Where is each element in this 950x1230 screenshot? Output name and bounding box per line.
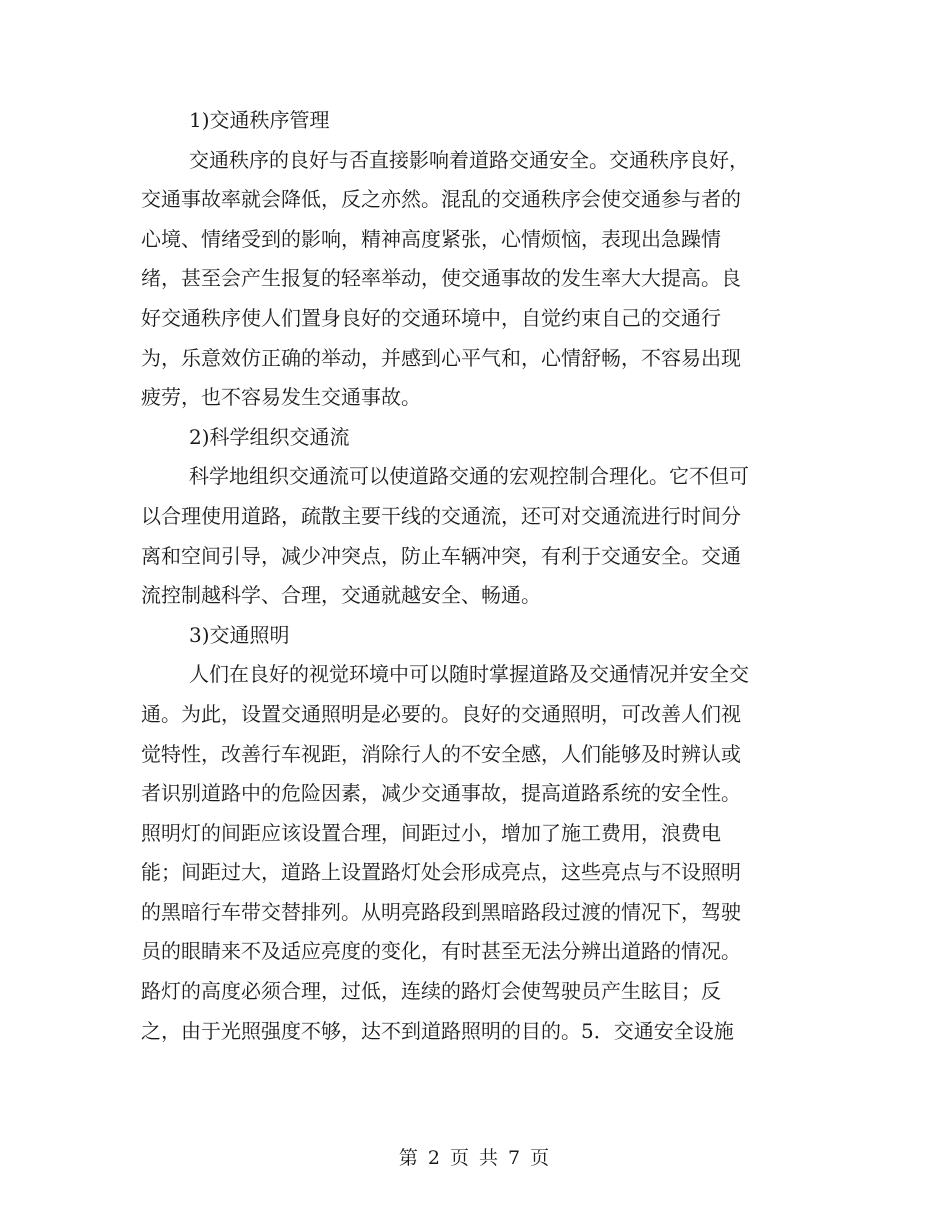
paragraph-line: 者识别道路中的危险因素，减少交通事故，提高道路系统的安全性。 — [141, 781, 741, 806]
paragraph-line: 路灯的高度必须合理，过低，连续的路灯会使驾驶员产生眩目；反 — [141, 979, 721, 1004]
paragraph-line: 流控制越科学、合理，交通就越安全、畅通。 — [141, 583, 541, 608]
paragraph-line: 心境、情绪受到的影响，精神高度紧张，心情烦恼，表现出急躁情 — [141, 226, 721, 251]
paragraph-line: 绪，甚至会产生报复的轻率举动，使交通事故的发生率大大提高。良 — [141, 266, 741, 291]
paragraph-line: 之，由于光照强度不够，达不到道路照明的目的。5．交通安全设施 — [141, 1018, 734, 1043]
section-heading-traffic-order: 1)交通秩序管理 — [189, 108, 330, 132]
paragraph-line: 离和空间引导，减少冲突点，防止车辆冲突，有利于交通安全。交通 — [141, 543, 741, 568]
section-heading-traffic-flow: 2)科学组织交通流 — [189, 424, 350, 449]
paragraph-line: 照明灯的间距应该设置合理，间距过小，增加了施工费用，浪费电 — [141, 820, 721, 845]
paragraph-line: 人们在良好的视觉环境中可以随时掌握道路及交通情况并安全交 — [189, 662, 749, 687]
document-body — [141, 101, 797, 1051]
page-number-footer: 第 2 页 共 7 页 — [398, 1147, 552, 1169]
paragraph-line: 好交通秩序使人们置身良好的交通环境中，自觉约束自己的交通行 — [141, 305, 721, 330]
paragraph-line: 员的眼睛来不及适应亮度的变化，有时甚至无法分辨出道路的情况。 — [141, 939, 741, 964]
paragraph-line: 能；间距过大，道路上设置路灯处会形成亮点，这些亮点与不设照明 — [141, 860, 741, 885]
paragraph-line: 的黑暗行车带交替排列。从明亮路段到黑暗路段过渡的情况下，驾驶 — [141, 899, 741, 924]
paragraph-line: 以合理使用道路，疏散主要干线的交通流，还可对交通流进行时间分 — [141, 503, 741, 528]
paragraph-line: 交通秩序的良好与否直接影响着道路交通安全。交通秩序良好， — [189, 147, 749, 172]
paragraph-line: 为，乐意效仿正确的举动，并感到心平气和，心情舒畅，不容易出现 — [141, 345, 741, 370]
paragraph-line: 交通事故率就会降低，反之亦然。混乱的交通秩序会使交通参与者的 — [141, 187, 741, 212]
paragraph-line: 觉特性，改善行车视距，消除行人的不安全感，人们能够及时辨认或 — [141, 741, 741, 766]
paragraph-line: 科学地组织交通流可以使道路交通的宏观控制合理化。它不但可 — [189, 464, 749, 489]
paragraph-line: 通。为此，设置交通照明是必要的。良好的交通照明，可改善人们视 — [141, 701, 741, 726]
section-heading-traffic-lighting: 3)交通照明 — [189, 622, 290, 647]
paragraph-line: 疲劳，也不容易发生交通事故。 — [141, 385, 421, 410]
